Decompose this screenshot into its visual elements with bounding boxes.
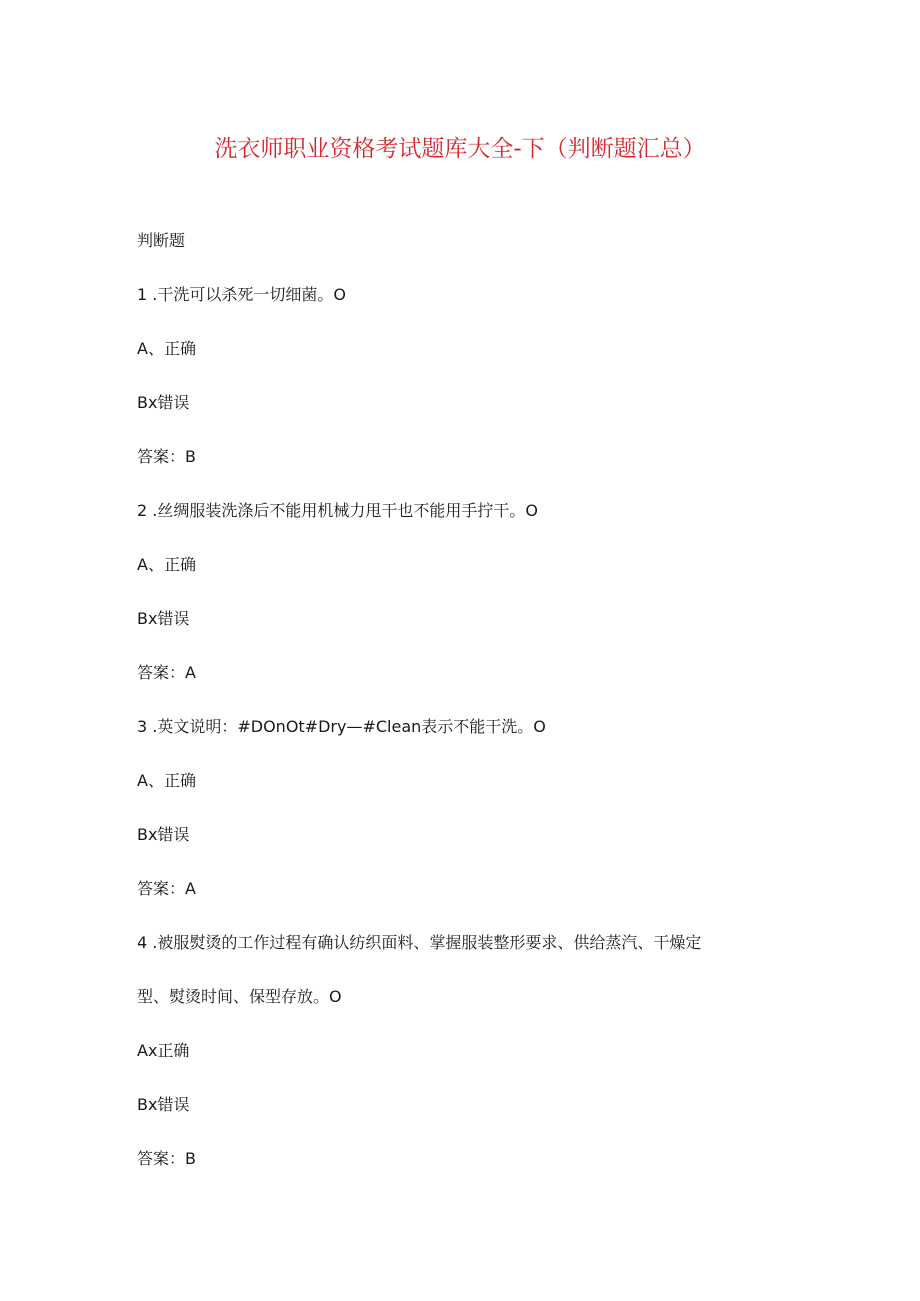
question-3-stem: 3 .英文说明：#DOnOt#Dry—#Clean表示不能干洗。O bbox=[137, 717, 546, 736]
section-label: 判断题 bbox=[137, 231, 186, 250]
question-3-option-b: Bx错误 bbox=[137, 825, 190, 844]
question-4-stem-line-2: 型、熨烫时间、保型存放。O bbox=[137, 987, 342, 1006]
question-3-answer: 答案：A bbox=[137, 879, 196, 898]
question-1-stem: 1 .干洗可以杀死一切细菌。O bbox=[137, 285, 346, 304]
question-2-option-a: A、正确 bbox=[137, 555, 196, 574]
question-2-answer: 答案：A bbox=[137, 663, 196, 682]
question-1-option-b: Bx错误 bbox=[137, 393, 190, 412]
question-1-answer: 答案：B bbox=[137, 447, 196, 466]
question-4-option-b: Bx错误 bbox=[137, 1095, 190, 1114]
question-1-option-a: A、正确 bbox=[137, 339, 196, 358]
page-title: 洗衣师职业资格考试题库大全-下（判断题汇总） bbox=[214, 136, 706, 162]
question-4-option-a: Ax正确 bbox=[137, 1041, 190, 1060]
question-2-stem: 2 .丝绸服装洗涤后不能用机械力甩干也不能用手拧干。O bbox=[137, 501, 538, 520]
question-4-answer: 答案：B bbox=[137, 1149, 196, 1168]
question-3-option-a: A、正确 bbox=[137, 771, 196, 790]
question-2-option-b: Bx错误 bbox=[137, 609, 190, 628]
question-4-stem-line-1: 4 .被服熨烫的工作过程有确认纺织面料、掌握服装整形要求、供给蒸汽、干燥定 bbox=[137, 933, 702, 952]
